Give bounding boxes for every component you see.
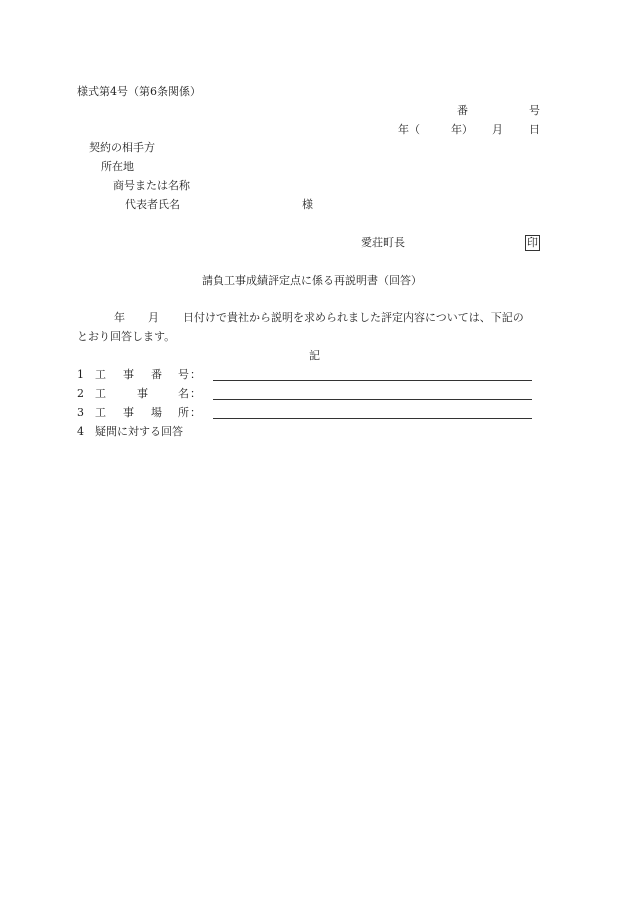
item-3-char-1: 工 xyxy=(95,406,106,419)
item-1-char-1: 工 xyxy=(95,368,106,381)
item-4-number: 4 xyxy=(77,425,84,438)
recipient-honorific: 様 xyxy=(302,198,313,211)
item-2-char-2: 事 xyxy=(137,387,148,400)
date-year-open: 年（ xyxy=(398,123,420,136)
item-3-underline xyxy=(213,418,532,419)
item-3-char-2: 事 xyxy=(123,406,134,419)
item-2-number: 2 xyxy=(77,387,84,400)
item-2-char-3: 名 xyxy=(178,387,189,400)
item-1-char-3: 番 xyxy=(151,368,162,381)
item-1-char-4: 号 xyxy=(178,368,189,381)
item-1-colon: ： xyxy=(190,368,201,381)
recipient-heading: 契約の相手方 xyxy=(89,141,155,154)
item-3-char-4: 所 xyxy=(178,406,189,419)
body-line-2: とおり回答します。 xyxy=(77,330,176,343)
recipient-rep: 代表者氏名 xyxy=(125,198,180,211)
ki-heading: 記 xyxy=(309,349,320,362)
item-3-number: 3 xyxy=(77,406,84,419)
body-line-1: 日付けで貴社から説明を求められました評定内容については、下記の xyxy=(183,311,524,324)
body-month-label: 月 xyxy=(148,311,159,324)
doc-number-go: 号 xyxy=(529,104,540,117)
item-3-char-3: 場 xyxy=(151,406,162,419)
item-4-label: 疑問に対する回答 xyxy=(95,425,183,438)
date-year-close: 年） xyxy=(451,123,473,136)
document-title: 請負工事成績評定点に係る再説明書（回答） xyxy=(202,274,422,287)
item-3-colon: ： xyxy=(190,406,201,419)
item-1-underline xyxy=(213,380,532,381)
body-year-label: 年 xyxy=(114,311,125,324)
recipient-address: 所在地 xyxy=(101,160,134,173)
issuer-title: 愛荘町長 xyxy=(361,236,405,249)
item-2-underline xyxy=(213,399,532,400)
date-day: 日 xyxy=(529,123,540,136)
seal-stamp: 印 xyxy=(527,236,538,249)
doc-number-ban: 番 xyxy=(457,104,468,117)
item-2-char-1: 工 xyxy=(95,387,106,400)
form-number: 様式第4号（第6条関係） xyxy=(77,85,201,98)
date-month: 月 xyxy=(492,123,503,136)
recipient-company: 商号または名称 xyxy=(113,179,190,192)
item-1-char-2: 事 xyxy=(123,368,134,381)
item-2-colon: ： xyxy=(190,387,201,400)
item-1-number: 1 xyxy=(77,368,84,381)
